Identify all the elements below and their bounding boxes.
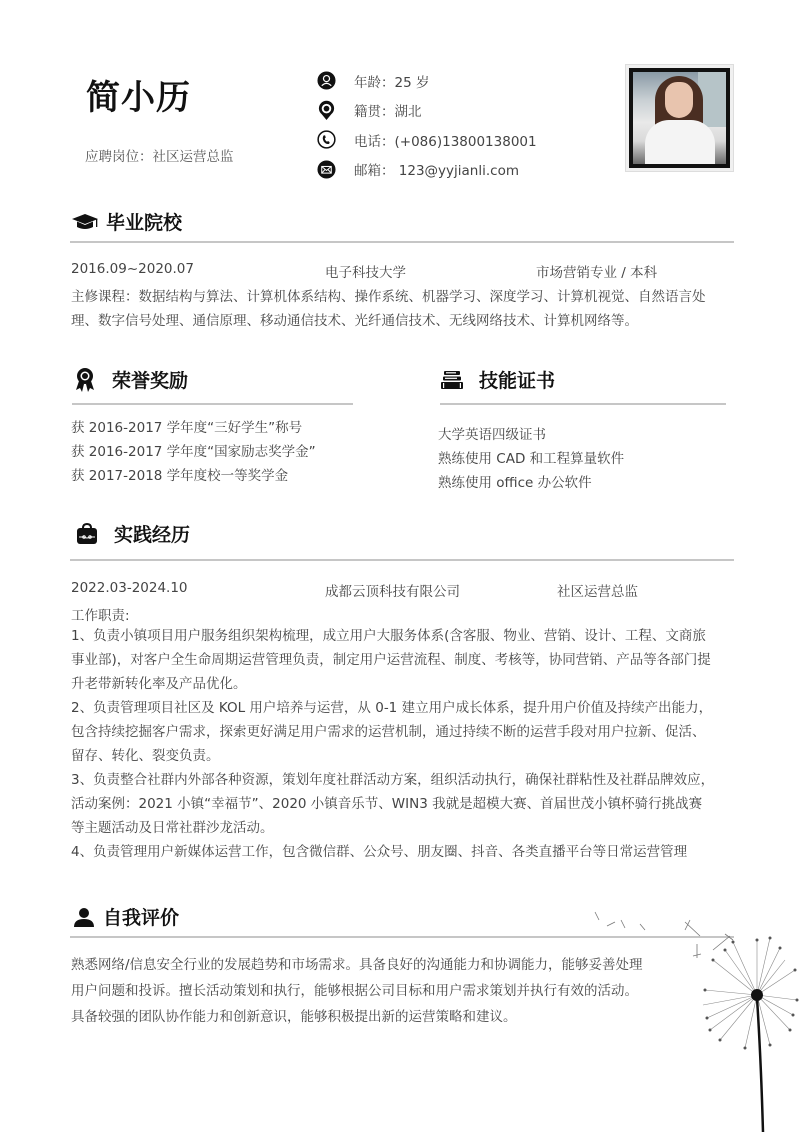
experience-company: 成都云顶科技有限公司: [325, 584, 460, 600]
education-divider: [70, 241, 734, 243]
phone-icon: [316, 130, 336, 150]
section-experience-label: 实践经历: [114, 524, 191, 546]
self-evaluation-text: [71, 952, 643, 1030]
age-text: 年龄：25 岁: [354, 74, 430, 91]
courses-line: 主修课程：数据结构与算法、计算机体系结构、操作系统、机器学习、深度学习、计算机视觉、自然语言处: [71, 289, 706, 305]
award-ribbon-icon: [70, 368, 100, 392]
duty-line: 活动案例：2021 小镇“幸福节”、2020 小镇音乐节、WIN3 我就是超模大赛、首届世茂小镇杯骑行挑战赛: [71, 796, 703, 812]
person-icon: [316, 71, 336, 91]
courses-line: 理、数字信号处理、通信原理、移动通信技术、光纤通信技术、无线网络技术、计算机网络等。: [71, 313, 638, 329]
books-icon: [437, 368, 467, 392]
user-icon: [71, 905, 97, 929]
section-education-title: [70, 208, 182, 235]
section-honors-label: 荣誉奖励: [112, 370, 189, 392]
evaluation-line: 熟悉网络/信息安全行业的发展趋势和市场需求。具备良好的沟通能力和协调能力，能够妥善处理: [71, 957, 643, 973]
section-experience-title: [72, 520, 190, 547]
skills-list: [438, 423, 624, 495]
education-major: 市场营销专业 / 本科: [536, 265, 658, 281]
applied-position: 应聘岗位：社区运营总监: [85, 149, 234, 165]
duty-line: 包含持续挖掘客户需求，探索更好满足用户需求的运营机制，通过持续不断的运营手段对用户拉新、促活、: [71, 724, 706, 740]
honor-item: 获 2016-2017 学年度“国家励志奖学金”: [71, 444, 316, 460]
phone-text: 电话：(+086)13800138001: [354, 133, 537, 150]
experience-duties: [71, 624, 714, 864]
contact-age: [316, 66, 537, 96]
candidate-name: 简小历: [86, 78, 191, 118]
section-self-evaluation-label: 自我评价: [103, 907, 180, 929]
skill-item: 大学英语四级证书: [438, 427, 546, 443]
email-text: 邮箱： 123@yyjianli.com: [354, 163, 519, 180]
photo-image: [629, 68, 730, 168]
education-period: 2016.09~2020.07: [71, 261, 194, 277]
skill-item: 熟练使用 office 办公软件: [438, 475, 592, 491]
section-self-evaluation-title: [71, 903, 179, 930]
honor-item: 获 2016-2017 学年度“三好学生”称号: [71, 420, 303, 436]
duty-line: 等主题活动及日常社群沙龙活动。: [71, 820, 274, 836]
experience-period: 2022.03-2024.10: [71, 580, 188, 596]
dandelion-decoration-icon: [585, 900, 800, 1132]
honor-item: 获 2017-2018 学年度校一等奖学金: [71, 468, 289, 484]
experience-role: 社区运营总监: [557, 584, 638, 600]
skills-divider: [440, 403, 726, 405]
hometown-text: 籍贯：湖北: [354, 104, 422, 121]
duty-line: 升老带新转化率及产品优化。: [71, 676, 247, 692]
briefcase-icon: [72, 522, 102, 546]
duty-line: 3、负责整合社群内外部各种资源，策划年度社群活动方案，组织活动执行，确保社群粘性及社群品牌效应，: [71, 772, 715, 788]
duty-line: 4、负责管理用户新媒体运营工作，包含微信群、公众号、朋友圈、抖音、各类直播平台等日常运营管理: [71, 844, 688, 860]
contact-phone: [316, 125, 537, 155]
section-skills-title: [437, 366, 555, 393]
contact-email: [316, 155, 537, 185]
section-skills-label: 技能证书: [479, 370, 556, 392]
graduation-cap-icon: [70, 210, 100, 234]
contact-hometown: [316, 96, 537, 126]
duty-line: 2、负责管理项目社区及 KOL 用户培养与运营，从 0-1 建立用户成长体系，提升用户价值及持续产出能力，: [71, 700, 713, 716]
duties-label: 工作职责:: [71, 608, 130, 624]
honors-list: [71, 416, 316, 488]
evaluation-line: 具备较强的团队协作能力和创新意识，能够积极提出新的运营策略和建议。: [71, 1009, 517, 1025]
experience-divider: [70, 559, 734, 561]
profile-photo: [625, 64, 734, 172]
duty-line: 留存、转化、裂变负责。: [71, 748, 220, 764]
contact-info: [316, 66, 537, 184]
duty-line: 1、负责小镇项目用户服务组织架构梳理，成立用户大服务体系(含客服、物业、营销、设计、工程、文商旅: [71, 628, 706, 644]
mail-icon: [316, 159, 336, 179]
skill-item: 熟练使用 CAD 和工程算量软件: [438, 451, 625, 467]
location-pin-icon: [316, 100, 336, 120]
section-honors-title: [70, 366, 188, 393]
section-education-label: 毕业院校: [106, 212, 183, 234]
education-school: 电子科技大学: [325, 265, 406, 281]
honors-divider: [72, 403, 353, 405]
duty-line: 事业部)，对客户全生命周期运营管理负责，制定用户运营流程、制度、考核等，协同营销、产品等各部门提: [71, 652, 711, 668]
education-courses: [71, 285, 706, 333]
evaluation-line: 用户问题和投诉。擅长活动策划和执行，能够根据公司目标和用户需求策划并执行有效的活动。: [71, 983, 638, 999]
